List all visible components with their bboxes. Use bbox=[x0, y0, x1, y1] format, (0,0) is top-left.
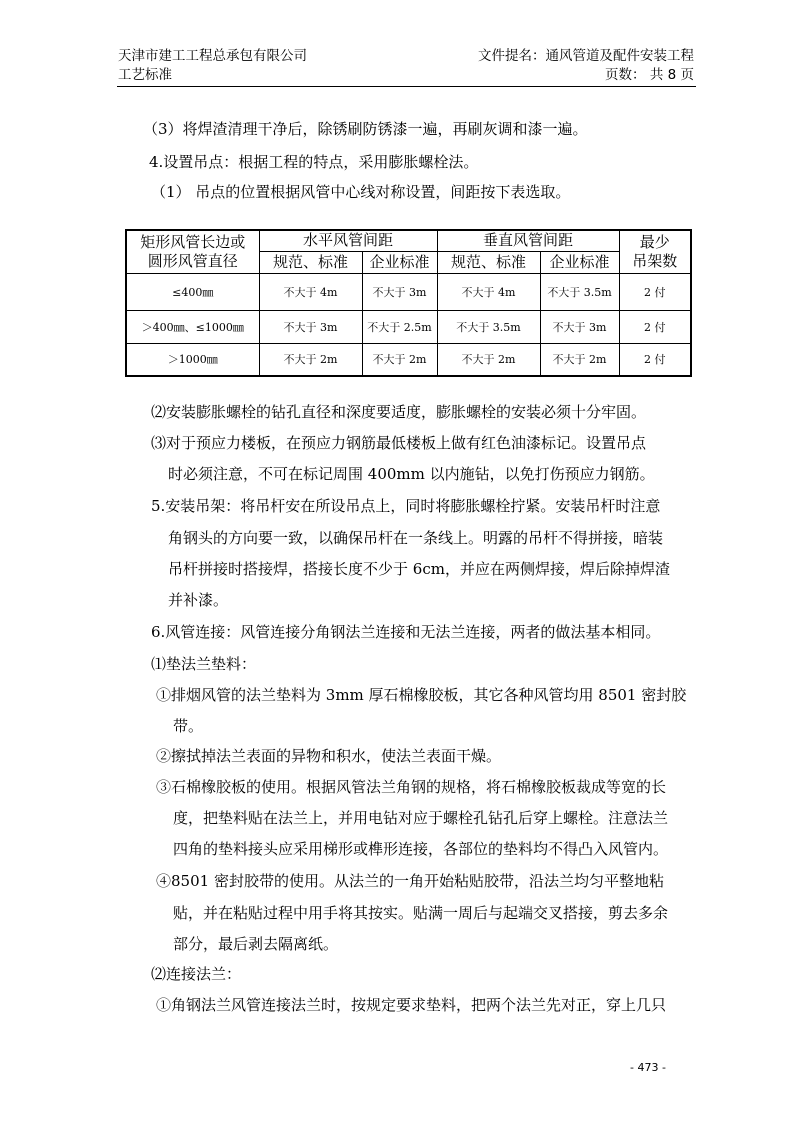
table-subheader-spec: 规范、标准 bbox=[259, 251, 362, 273]
paragraph: ⑴垫法兰垫料： bbox=[151, 655, 257, 673]
table-subheader-spec: 规范、标准 bbox=[437, 251, 540, 273]
paragraph: ②擦拭掉法兰表面的异物和积水，使法兰表面干燥。 bbox=[156, 747, 502, 765]
table-cell-size: ≤400㎜ bbox=[126, 273, 259, 310]
table-header-horizontal: 水平风管间距 bbox=[259, 230, 437, 251]
table-cell: 不大于 2m bbox=[362, 343, 437, 376]
table-header-size bbox=[126, 230, 259, 273]
table-cell: 不大于 3m bbox=[540, 310, 619, 343]
table-cell: 不大于 2m bbox=[540, 343, 619, 376]
paragraph: ①排烟风管的法兰垫料为 3mm 厚石棉橡胶板，其它各种风管均用 8501 密封胶 bbox=[156, 686, 687, 704]
table-row bbox=[126, 343, 691, 376]
table-cell-size: ＞400㎜、≤1000㎜ bbox=[126, 310, 259, 343]
table-cell: 不大于 3m bbox=[362, 273, 437, 310]
header-line: 圆形风管直径 bbox=[147, 251, 238, 270]
header-line: 吊架数 bbox=[632, 251, 678, 270]
paragraph: 贴，并在粘贴过程中用手将其按实。贴满一周后与起端交叉搭接，剪去多余 bbox=[173, 904, 669, 922]
table-cell: 2 付 bbox=[619, 343, 691, 376]
header-divider bbox=[117, 86, 696, 87]
hanger-spacing-table bbox=[125, 229, 692, 377]
paragraph: 并补漆。 bbox=[168, 591, 229, 609]
table-cell: 不大于 4m bbox=[437, 273, 540, 310]
paragraph: ①角钢法兰风管连接法兰时，按规定要求垫料，把两个法兰先对正，穿上几只 bbox=[156, 996, 667, 1014]
table-cell: 不大于 2m bbox=[437, 343, 540, 376]
table-cell: 不大于 3.5m bbox=[437, 310, 540, 343]
page-number: - 473 - bbox=[630, 1061, 666, 1074]
table-cell: 2 付 bbox=[619, 310, 691, 343]
document-title: 文件提名：通风管道及配件安装工程 bbox=[478, 48, 694, 64]
table-cell-size: ＞1000㎜ bbox=[126, 343, 259, 376]
table-subheader-company: 企业标准 bbox=[362, 251, 437, 273]
header-line: 最少 bbox=[639, 232, 670, 251]
header-subtitle: 工艺标准 bbox=[118, 67, 172, 83]
table-cell: 不大于 2m bbox=[259, 343, 362, 376]
paragraph: ⑶对于预应力楼板，在预应力钢筋最低楼板上做有红色油漆标记。设置吊点 bbox=[151, 434, 647, 452]
page-count: 页数： 共 8 页 bbox=[605, 67, 694, 83]
table-row bbox=[126, 310, 691, 343]
table-cell: 2 付 bbox=[619, 273, 691, 310]
paragraph: 吊杆拼接时搭接焊，搭接长度不少于 6cm，并应在两侧焊接，焊后除掉焊渣 bbox=[168, 560, 670, 578]
paragraph: ④8501 密封胶带的使用。从法兰的一角开始粘贴胶带，沿法兰均匀平整地粘 bbox=[156, 872, 664, 890]
paragraph: 带。 bbox=[173, 717, 204, 735]
paragraph: 部分，最后剥去隔离纸。 bbox=[173, 935, 339, 953]
table-header-vertical: 垂直风管间距 bbox=[437, 230, 619, 251]
paragraph: 时必须注意，不可在标记周围 400mm 以内施钻，以免打伤预应力钢筋。 bbox=[168, 465, 655, 483]
table-cell: 不大于 4m bbox=[259, 273, 362, 310]
paragraph: 4.设置吊点：根据工程的特点，采用膨胀螺栓法。 bbox=[149, 153, 479, 171]
table-cell: 不大于 3m bbox=[259, 310, 362, 343]
paragraph: 四角的垫料接头应采用梯形或榫形连接，各部位的垫料均不得凸入风管内。 bbox=[173, 840, 669, 858]
table-cell: 不大于 3.5m bbox=[540, 273, 619, 310]
paragraph: ⑵安装膨胀螺栓的钻孔直径和深度要适度，膨胀螺栓的安装必须十分牢固。 bbox=[151, 403, 647, 421]
paragraph: 5.安装吊架：将吊杆安在所设吊点上，同时将膨胀螺栓拧紧。安装吊杆时注意 bbox=[151, 497, 661, 515]
paragraph: ⑵连接法兰： bbox=[151, 965, 242, 983]
table-row bbox=[126, 273, 691, 310]
paragraph: （3）将焊渣清理干净后，除锈刷防锈漆一遍，再刷灰调和漆一遍。 bbox=[143, 120, 588, 138]
paragraph: 6.风管连接：风管连接分角钢法兰连接和无法兰连接，两者的做法基本相同。 bbox=[151, 623, 661, 641]
paragraph: （1） 吊点的位置根据风管中心线对称设置，间距按下表选取。 bbox=[151, 183, 571, 201]
paragraph: 度，把垫料贴在法兰上，并用电钻对应于螺栓孔钻孔后穿上螺栓。注意法兰 bbox=[173, 809, 669, 827]
header-line: 矩形风管长边或 bbox=[140, 232, 246, 251]
table-cell: 不大于 2.5m bbox=[362, 310, 437, 343]
paragraph: ③石棉橡胶板的使用。根据风管法兰角钢的规格，将石棉橡胶板裁成等宽的长 bbox=[156, 778, 667, 796]
company-name: 天津市建工工程总承包有限公司 bbox=[118, 48, 307, 64]
table-header-min-hangers bbox=[619, 230, 691, 273]
table-subheader-company: 企业标准 bbox=[540, 251, 619, 273]
paragraph: 角钢头的方向要一致，以确保吊杆在一条线上。明露的吊杆不得拼接，暗装 bbox=[168, 529, 664, 547]
